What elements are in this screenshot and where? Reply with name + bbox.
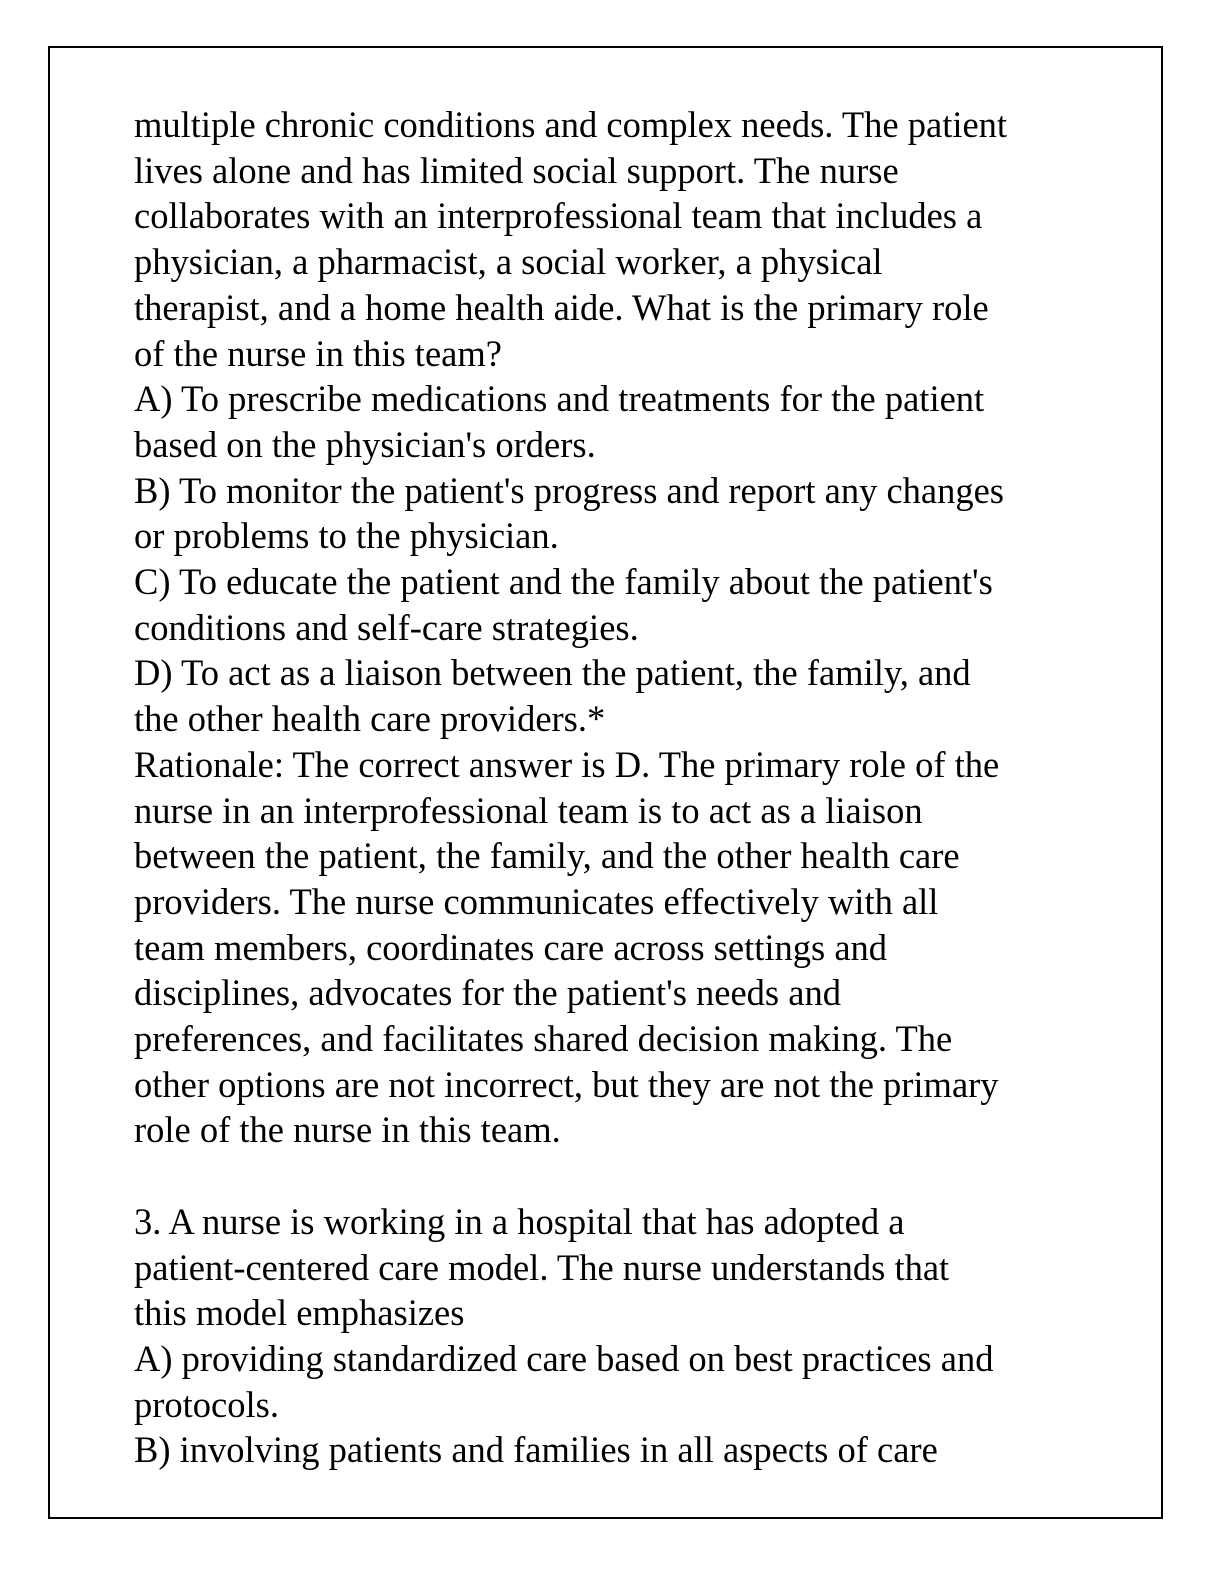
rationale-line: team members, coordinates care across settings and bbox=[134, 926, 888, 968]
option-c-line: C) To educate the patient and the family about the patient's bbox=[134, 561, 993, 603]
option-d-line: the other health care providers.* bbox=[134, 698, 606, 740]
question-3-option-a-line: A) providing standardized care based on best practices and bbox=[134, 1337, 994, 1379]
paragraph-gap bbox=[134, 1153, 1114, 1199]
rationale-line: providers. The nurse communicates effectively with all bbox=[134, 880, 939, 922]
option-a-line: A) To prescribe medications and treatments for the patient bbox=[134, 378, 985, 420]
rationale-line: other options are not incorrect, but they are not the primary bbox=[134, 1063, 999, 1105]
rationale-line: between the patient, the family, and the other health care bbox=[134, 835, 960, 877]
option-d-line: D) To act as a liaison between the patient, the family, and bbox=[134, 652, 971, 694]
option-b-line: B) To monitor the patient's progress and report any changes bbox=[134, 469, 1005, 511]
rationale-line: nurse in an interprofessional team is to act as a liaison bbox=[134, 789, 923, 831]
document-body bbox=[134, 102, 1114, 1473]
question-stem-line: of the nurse in this team? bbox=[134, 332, 502, 374]
question-3-stem-line: patient-centered care model. The nurse understands that bbox=[134, 1246, 950, 1288]
option-c-line: conditions and self-care strategies. bbox=[134, 606, 639, 648]
option-b-line: or problems to the physician. bbox=[134, 515, 559, 557]
page-frame bbox=[48, 46, 1163, 1519]
question-stem-line: multiple chronic conditions and complex needs. The patient bbox=[134, 104, 1008, 145]
rationale-line: Rationale: The correct answer is D. The primary role of the bbox=[134, 743, 1000, 785]
rationale-line: preferences, and facilitates shared decision making. The bbox=[134, 1018, 953, 1060]
question-3-stem-line: 3. A nurse is working in a hospital that has adopted a bbox=[134, 1200, 905, 1242]
rationale-line: disciplines, advocates for the patient's needs and bbox=[134, 972, 841, 1014]
question-3-stem-line: this model emphasizes bbox=[134, 1292, 465, 1334]
question-stem-line: lives alone and has limited social support. The nurse bbox=[134, 149, 899, 191]
question-stem-line: collaborates with an interprofessional team that includes a bbox=[134, 195, 983, 237]
option-a-line: based on the physician's orders. bbox=[134, 423, 596, 465]
question-stem-line: physician, a pharmacist, a social worker, a physical bbox=[134, 241, 883, 283]
question-3-option-b-line: B) involving patients and families in all aspects of care bbox=[134, 1429, 938, 1471]
rationale-line: role of the nurse in this team. bbox=[134, 1109, 561, 1151]
question-stem-line: therapist, and a home health aide. What is the primary role bbox=[134, 286, 989, 328]
question-3-option-a-line: protocols. bbox=[134, 1383, 279, 1425]
